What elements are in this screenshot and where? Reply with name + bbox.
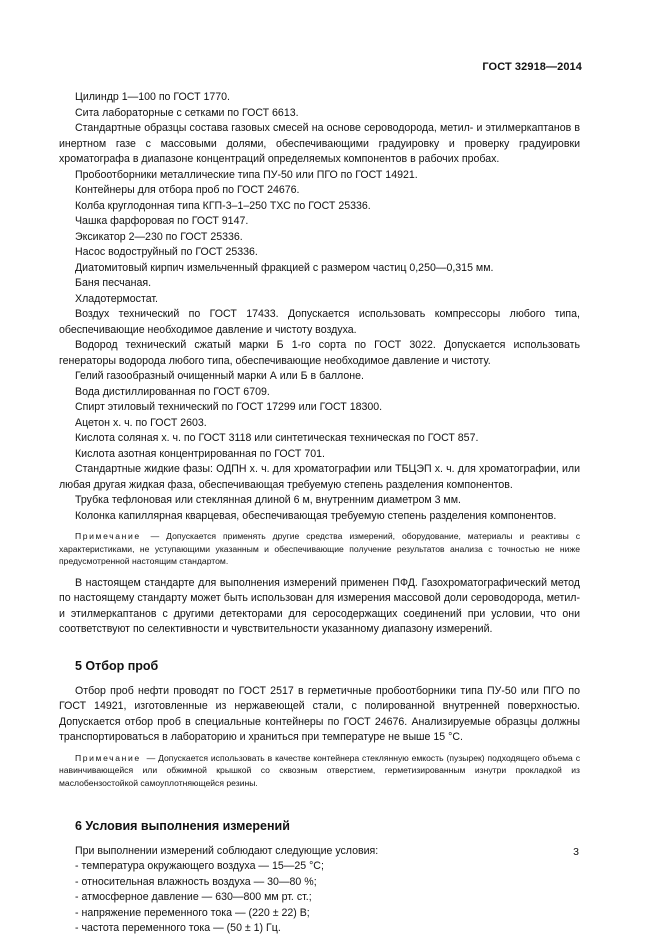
condition-item: - напряжение переменного тока — (220 ± 22) В; bbox=[75, 906, 310, 919]
equipment-item: Спирт этиловый технический по ГОСТ 17299 или ГОСТ 18300. bbox=[75, 401, 383, 413]
standard-header: ГОСТ 32918—2014 bbox=[482, 61, 582, 73]
page-content bbox=[59, 90, 580, 937]
equipment-item: Чашка фарфоровая по ГОСТ 9147. bbox=[75, 215, 249, 227]
equipment-item: Кислота соляная х. ч. по ГОСТ 3118 или синтетическая техническая по ГОСТ 857. bbox=[75, 432, 479, 444]
conditions-list bbox=[59, 859, 580, 937]
equipment-item: Трубка тефлоновая или стеклянная длиной 6 м, внутренним диаметром 3 мм. bbox=[75, 494, 461, 506]
equipment-item: Эксикатор 2—230 по ГОСТ 25336. bbox=[75, 230, 243, 243]
condition-item: - температура окружающего воздуха — 15—25 °С; bbox=[75, 860, 324, 873]
condition-item: - атмосферное давление — 630—800 мм рт. ст.; bbox=[75, 891, 312, 904]
equipment-item: Баня песчаная. bbox=[75, 277, 152, 289]
equipment-item: Вода дистиллированная по ГОСТ 6709. bbox=[75, 385, 270, 398]
equipment-item: Кислота азотная концентрированная по ГОСТ 701. bbox=[75, 447, 325, 460]
condition-item: - относительная влажность воздуха — 30—80 %; bbox=[75, 875, 317, 888]
note-equipment bbox=[59, 530, 580, 568]
note-sampling bbox=[59, 752, 580, 790]
section-5-text: Отбор проб нефти проводят по ГОСТ 2517 в герметичные пробоотборники типа ПУ-50 или ПГО по ГОСТ 14921, изготовленные из нержавеющей стали, с полированной внутренней поверхностью. Допускается отбор проб в специальные контейнеры по ГОСТ 24676. Анализируемые образцы должны транспортироваться в лабораторию и храниться при температуре не выше 15 °С. bbox=[59, 684, 580, 744]
equipment-item: Гелий газообразный очищенный марки А или Б в баллоне. bbox=[75, 370, 364, 382]
note-text: — Допускается использовать в качестве контейнера стеклянную емкость (пузырек) подходящего объема с навинчивающейся или обжимной крышкой со сквозным отверстием, герметизированным изнутри прокладкой из маслобензостойкой самоуплотняющейся резины. bbox=[59, 752, 581, 788]
pfd-paragraph: В настоящем стандарте для выполнения измерений применен ПФД. Газохроматографический метод по настоящему стандарту может быть использован для измерения массовой доли сероводорода, метил- и этилмеркаптанов с другими детекторами для серосодержащих соединений при условии, что они соответствуют по селективности и чувствительности указанному диапазону измерений. bbox=[59, 576, 580, 636]
section-6-title: 6 Условия выполнения измерений bbox=[75, 818, 290, 833]
section-5-title: 5 Отбор проб bbox=[75, 658, 159, 673]
equipment-item: Колонка капиллярная кварцевая, обеспечивающая требуемую степень разделения компонентов. bbox=[75, 509, 557, 522]
equipment-item: Диатомитовый кирпич измельченный фракцией с размером частиц 0,250—0,315 мм. bbox=[75, 261, 494, 274]
condition-item: - частота переменного тока — (50 ± 1) Гц. bbox=[75, 922, 281, 935]
page-number: 3 bbox=[573, 846, 579, 858]
equipment-item: Воздух технический по ГОСТ 17433. Допускается использовать компрессоры любого типа, обеспечивающие необходимое давление и чистоту воздуха. bbox=[59, 308, 580, 336]
equipment-item: Сита лабораторные с сетками по ГОСТ 6613. bbox=[75, 106, 299, 119]
note-label: Примечание bbox=[75, 531, 141, 541]
equipment-item: Контейнеры для отбора проб по ГОСТ 24676. bbox=[75, 184, 300, 196]
equipment-item: Насос водоструйный по ГОСТ 25336. bbox=[75, 246, 258, 258]
equipment-item: Колба круглодонная типа КГП-3–1–250 ТХС по ГОСТ 25336. bbox=[75, 199, 371, 212]
equipment-item: Цилиндр 1—100 по ГОСТ 1770. bbox=[75, 91, 231, 103]
equipment-item: Стандартные жидкие фазы: ОДПН х. ч. для хроматографии или ТБЦЭП х. ч. для хроматографии, или любая другая жидкая фаза, обеспечивающая требуемую степень разделения компонентов. bbox=[59, 463, 580, 491]
equipment-item: Пробоотборники металлические типа ПУ-50 или ПГО по ГОСТ 14921. bbox=[75, 168, 418, 181]
note-label: Примечание bbox=[75, 752, 141, 763]
equipment-item: Водород технический сжатый марки Б 1-го сорта по ГОСТ 3022. Допускается использовать генераторы водорода любого типа, обеспечивающие необходимое давление и чистоту. bbox=[59, 339, 580, 367]
equipment-item: Стандартные образцы состава газовых смесей на основе сероводорода, метил- и этилмеркаптанов в инертном газе с массовыми долями, обеспечивающими градуировку и проверку градуировки хроматографа в диапазоне концентраций определяемых компонентов в рабочих пробах. bbox=[59, 122, 580, 165]
section-6-intro: При выполнении измерений соблюдают следующие условия: bbox=[75, 844, 379, 857]
equipment-item: Ацетон х. ч. по ГОСТ 2603. bbox=[75, 416, 207, 429]
equipment-list bbox=[59, 90, 580, 524]
equipment-item: Хладотермостат. bbox=[75, 292, 158, 305]
note-text: — Допускается применять другие средства измерений, оборудование, материалы и реактивы с характеристиками, не уступающими указанным и обеспечивающие получение результатов анализа с точностью не ниже предусмотренной настоящим стандартом. bbox=[59, 531, 580, 567]
